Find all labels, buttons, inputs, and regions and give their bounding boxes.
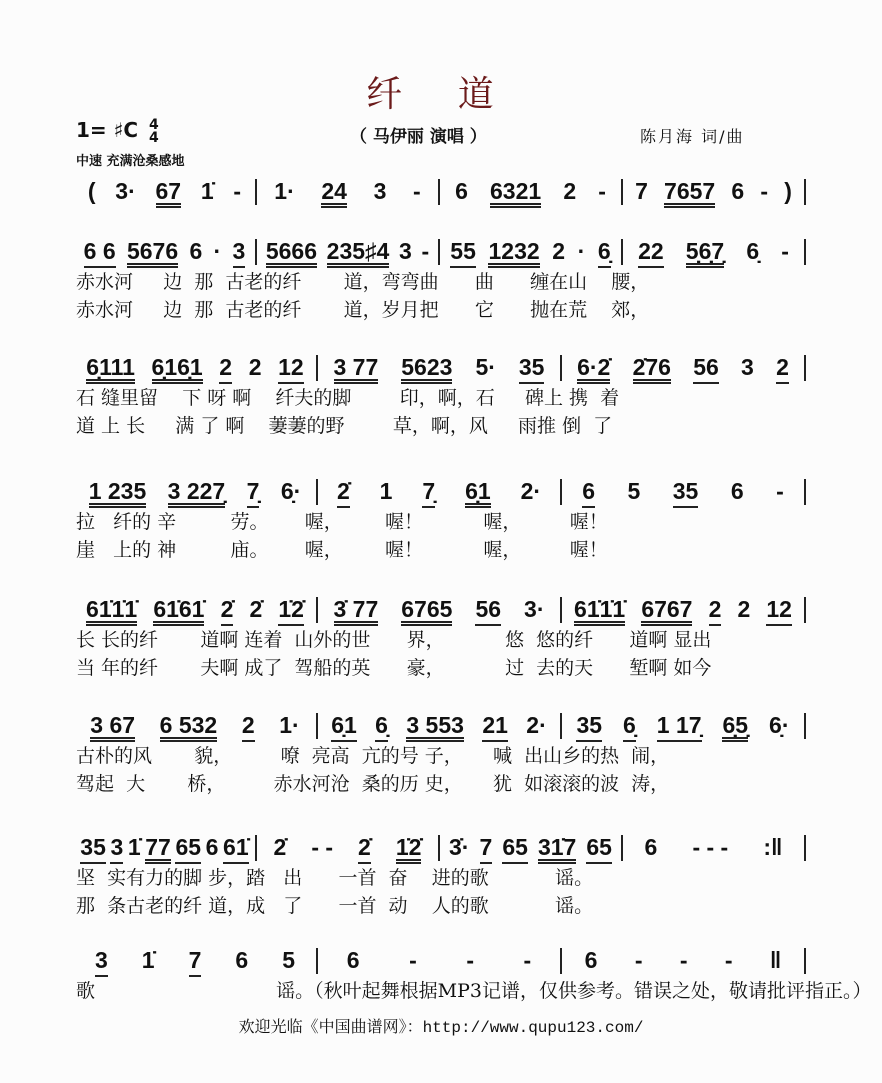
key-signature	[76, 118, 159, 145]
lyrics-line: 古朴的风 貌， 嘹 亮高 亢的号 子， 喊 出山乡的热 闹，	[76, 745, 670, 767]
note-group: 6321	[490, 180, 541, 208]
note-group: 6 532	[160, 714, 218, 742]
note-group: 3	[110, 836, 123, 864]
note-group: 7̣	[422, 480, 435, 508]
note-group: 3	[373, 178, 387, 204]
note-group: 6	[584, 947, 598, 973]
note-group: 6	[582, 480, 595, 508]
note-group: 77	[145, 836, 171, 864]
note-group: 1·	[274, 178, 295, 204]
note-group: 35	[673, 480, 699, 508]
note-group: 35	[80, 836, 106, 864]
note-group: 7657	[664, 180, 715, 208]
note-group: 35	[576, 714, 602, 742]
bar-line	[804, 597, 806, 623]
note-group: ·	[577, 238, 586, 264]
lyrics-line: 长 长的纤 道啊 连着 山外的世 界， 悠 悠的纤 道啊 显出	[76, 629, 712, 651]
note-group: 5623	[401, 356, 452, 384]
note-group: 6̣1	[465, 480, 491, 508]
note-group: 5̣6̣7̣	[686, 240, 724, 268]
measure	[623, 836, 804, 864]
note-group: 6	[455, 178, 468, 204]
note-group: 2	[737, 596, 751, 622]
note-group: 3	[741, 354, 754, 380]
note-group: 6	[731, 178, 745, 204]
note-group: 31̇7	[538, 836, 576, 864]
time-top: 4	[148, 116, 159, 133]
note-group: -	[598, 178, 606, 204]
note-group: 12	[766, 598, 792, 626]
note-group: -	[421, 238, 430, 264]
note-group: 1̇	[141, 947, 155, 973]
note-group: 6̣111	[86, 356, 135, 384]
note-group: 2̇	[337, 480, 350, 508]
note-group: 6	[346, 947, 360, 973]
bar-line	[804, 713, 806, 739]
notes-row	[74, 236, 806, 268]
bar-line	[804, 948, 806, 974]
measure	[74, 836, 255, 864]
note-group: 2	[248, 354, 262, 380]
lyrics-line: 坚 实有力的脚 步，踏 出 一首 奋 进的歌 谣。	[76, 867, 594, 889]
song-title: 纤 道	[366, 74, 516, 115]
bar-line	[804, 835, 806, 861]
note-group: 2̇	[221, 598, 234, 626]
staff-system	[74, 476, 806, 564]
note-group: 7̣	[247, 480, 260, 508]
lyrics-line: 拉 纤的 辛 劳。 喔， 喔！ 喔， 喔！	[76, 511, 608, 533]
lyrics-line: 那 条古老的纤 道，成 了 一首 动 人的歌 谣。	[76, 895, 594, 917]
note-group: 5676	[127, 240, 178, 268]
note-group: 24	[321, 180, 347, 208]
notes-row	[74, 476, 806, 508]
note-group: 3	[399, 238, 412, 264]
note-group: -	[776, 478, 784, 504]
notes-row	[74, 352, 806, 384]
staff-system	[74, 594, 806, 682]
note-group: 6	[205, 834, 219, 860]
measure	[74, 180, 255, 208]
note-group: 6̣·	[280, 478, 302, 504]
bar-line	[804, 239, 806, 265]
note-group: 2̇	[273, 834, 287, 860]
note-group: )	[784, 178, 792, 204]
measure	[623, 180, 804, 208]
footer	[0, 1014, 882, 1037]
note-group: 1 17̣	[657, 714, 702, 742]
measure	[440, 180, 621, 208]
note-group: 235♯4	[327, 240, 390, 268]
note-group: 61̇1̇1̇	[86, 598, 137, 626]
note-group: -	[679, 947, 688, 973]
note-group: -	[412, 178, 421, 204]
note-group: 6 6	[84, 240, 116, 268]
note-group: 1̇2̇	[396, 836, 422, 864]
note-group: (	[87, 178, 96, 204]
note-group: 3·	[115, 178, 136, 204]
note-group: 3̇·	[449, 834, 470, 860]
note-group: 3 67	[90, 714, 135, 742]
measure	[562, 598, 804, 626]
note-group: 2	[563, 178, 577, 204]
measure	[318, 356, 560, 384]
lyrics-line: 赤水河 边 那 古老的纤 道，岁月把 它 抛在荒 郊，	[76, 299, 650, 321]
note-group: 6·2̇	[577, 356, 610, 384]
note-group: -	[409, 947, 417, 973]
note-group: 65	[175, 836, 201, 864]
note-group: 2	[552, 238, 566, 264]
bar-line	[804, 479, 806, 505]
note-group: 3 227̣	[168, 480, 226, 508]
note-group: -	[724, 947, 733, 973]
note-group: -	[781, 238, 789, 264]
note-group: 22	[638, 240, 664, 268]
note-group: 2̇76	[633, 356, 671, 384]
note-group: 6	[644, 834, 658, 860]
staff-system	[74, 176, 806, 208]
key-label: 1= ♯C	[76, 118, 138, 142]
note-group: 2·	[526, 712, 547, 738]
note-group: :‖	[763, 834, 783, 860]
note-group: - - -	[692, 834, 729, 860]
note-group: 6̣5̣	[722, 714, 748, 742]
note-group: 6767	[641, 598, 692, 626]
note-group: 61̇61̇	[153, 598, 204, 626]
measure	[74, 598, 316, 626]
lyrics-line: 歌 谣。（秋叶起舞根据MP3记谱，仅供参考。错误之处，敬请批评指正。）	[76, 980, 872, 1002]
lyrics-line: 赤水河 边 那 古老的纤 道，弯弯曲 曲 缠在山 腰，	[76, 271, 650, 293]
composer: 陈月海 词/曲	[640, 127, 745, 146]
note-group: 5	[282, 947, 295, 973]
bar-line	[804, 355, 806, 381]
note-group: 2	[776, 356, 789, 384]
bar-line	[804, 179, 806, 205]
note-group: 6	[235, 947, 249, 973]
note-group: 5	[627, 478, 641, 504]
note-group: 3 77	[334, 356, 379, 384]
note-group: -	[523, 947, 532, 973]
note-group: 2·	[520, 478, 542, 504]
note-group: 12	[278, 356, 304, 384]
measure	[440, 836, 621, 864]
note-group: 1̇2̇	[278, 598, 304, 626]
lyrics-line: 崖 上的 神 庙。 喔， 喔！ 喔， 喔！	[76, 539, 608, 561]
note-group: ·	[213, 238, 222, 264]
note-group: 3 553	[406, 714, 464, 742]
note-group: 61̇	[223, 836, 249, 864]
note-group: 1̇	[127, 834, 141, 860]
note-group: - -	[311, 834, 334, 860]
note-group: 1	[379, 478, 393, 504]
note-group: 67	[156, 180, 182, 208]
lyrics-line: 当 年的纤 夫啊 成了 驾船的英 豪， 过 去的天 堑啊 如今	[76, 657, 712, 679]
note-group: 6̣	[746, 238, 760, 264]
welcome-text: 欢迎光临《中国曲谱网》：	[238, 1017, 423, 1036]
note-group: ‖	[769, 947, 782, 973]
staff-system	[74, 236, 806, 324]
note-group: 5666	[266, 240, 317, 268]
note-group: 2	[709, 598, 722, 626]
time-signature	[148, 116, 159, 146]
note-group: 1232	[488, 240, 539, 268]
lyrics-line: 道 上 长 满 了 啊 萋萋的野 草，啊，风 雨推 倒 了	[76, 415, 613, 437]
note-group: -	[634, 947, 643, 973]
measure	[74, 949, 316, 977]
note-group: 2	[242, 714, 255, 742]
notes-row	[74, 710, 806, 742]
note-group: 1 235	[89, 480, 147, 508]
notes-row	[74, 176, 806, 208]
note-group: 3	[95, 949, 108, 977]
note-group: 1·	[279, 712, 300, 738]
staff-system	[74, 832, 806, 920]
measure	[562, 714, 804, 742]
note-group: 2̇	[249, 596, 263, 622]
note-group: 6765	[401, 598, 452, 626]
note-group: 7	[189, 949, 202, 977]
note-group: 1̇	[200, 178, 214, 204]
measure	[623, 240, 804, 268]
measure	[257, 240, 438, 268]
measure	[318, 714, 560, 742]
note-group: -	[760, 178, 769, 204]
note-group: 6̣	[623, 714, 636, 742]
tempo-marking: 中速 充满沧桑感地	[76, 154, 185, 169]
note-group: 6̣1	[331, 714, 357, 742]
notes-row	[74, 832, 806, 864]
measure	[257, 836, 438, 864]
note-group: 2	[219, 356, 232, 384]
note-group: 56	[693, 356, 719, 384]
note-group: 61̇1̇1̇	[574, 598, 625, 626]
staff-system	[74, 352, 806, 440]
measure	[318, 949, 560, 977]
note-group: -	[233, 178, 242, 204]
note-group: 56	[475, 598, 501, 626]
notes-row	[74, 594, 806, 626]
measure	[562, 480, 804, 508]
staff-system	[74, 945, 872, 1005]
lyrics-line: 驾起 大 桥， 赤水河沧 桑的历 史， 犹 如滚滚的波 涛，	[76, 773, 670, 795]
measure	[74, 714, 316, 742]
note-group: 55	[450, 240, 476, 268]
note-group: 3̇ 77	[334, 598, 379, 626]
measure	[257, 180, 438, 208]
note-group: 6̣·	[769, 712, 790, 738]
note-group: 3·	[524, 596, 545, 622]
note-group: 6	[189, 238, 203, 264]
note-group: 35	[519, 356, 545, 384]
note-group: 3	[233, 240, 246, 268]
notes-row	[74, 945, 806, 977]
staff-system	[74, 710, 806, 798]
note-group: 2̇	[358, 836, 371, 864]
singer: （ 马伊丽 演唱 ）	[350, 127, 487, 147]
measure	[562, 356, 804, 384]
note-group: 65	[502, 836, 528, 864]
note-group: -	[466, 947, 474, 973]
note-group: 6̣16̣1	[152, 356, 203, 384]
note-group: 6̣	[375, 714, 388, 742]
note-group: 7	[480, 836, 493, 864]
measure	[318, 480, 560, 508]
measure	[74, 240, 255, 268]
site-link[interactable]: http://www.qupu123.com/	[422, 1019, 644, 1037]
lyrics-line: 石 缝里留 下 呀 啊 纤夫的脚 印，啊，石 碑上 携 着	[76, 387, 620, 409]
measure	[318, 598, 560, 626]
note-group: 6̣	[598, 240, 611, 268]
note-group: 65	[586, 836, 612, 864]
time-bottom: 4	[148, 129, 159, 146]
measure	[74, 480, 316, 508]
note-group: 21	[482, 714, 508, 742]
note-group: 7	[635, 178, 648, 204]
note-group: 5·	[475, 354, 496, 380]
measure	[74, 356, 316, 384]
note-group: 6	[730, 478, 744, 504]
measure	[562, 949, 804, 977]
measure	[440, 240, 621, 268]
